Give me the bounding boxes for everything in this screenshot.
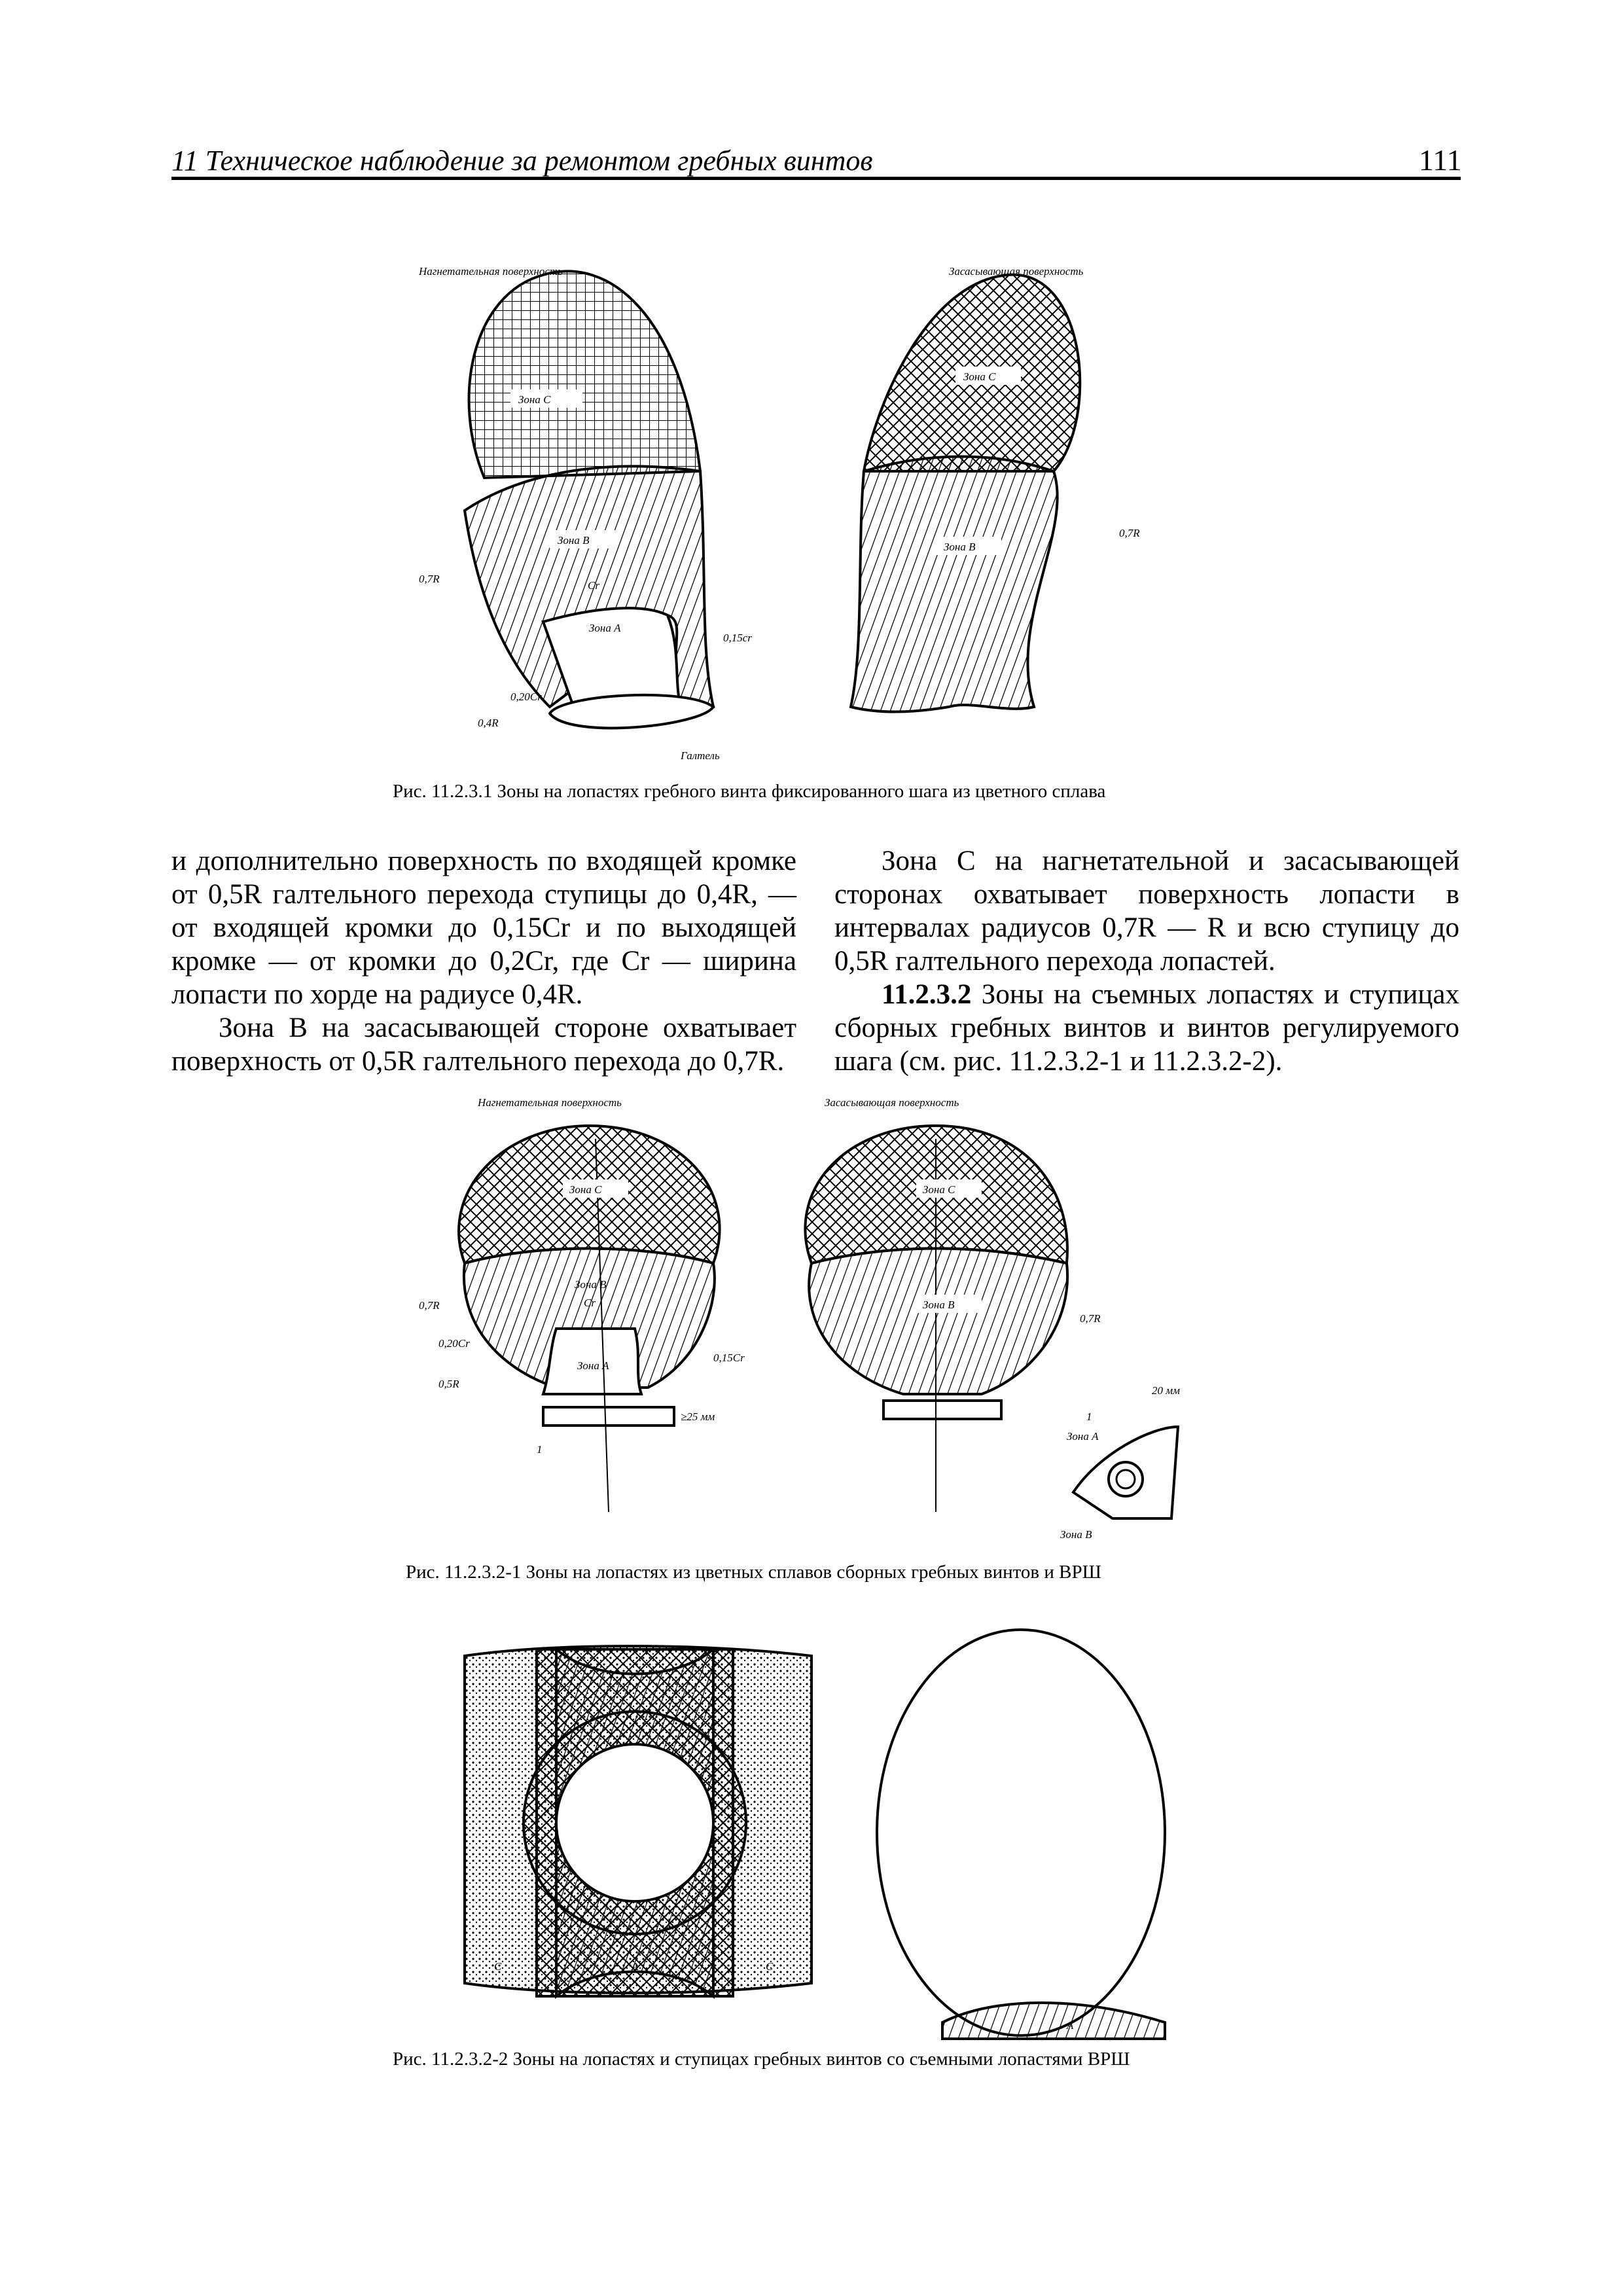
fig2-detail-1-label: 1 bbox=[1086, 1410, 1092, 1423]
fig3-c-left-label: С bbox=[494, 1960, 502, 1973]
fig2-detail-zone-b-label: Зона В bbox=[1060, 1528, 1092, 1541]
fig1-c020-label: 0,20Cr bbox=[510, 691, 542, 703]
fig2-zone-a-label: Зона А bbox=[577, 1359, 609, 1372]
fig1-pressure-label: Нагнетательная поверхность bbox=[419, 265, 563, 278]
fig2-right-zone-c-label: Зона С bbox=[923, 1183, 955, 1196]
fig1-r07-label: 0,7R bbox=[419, 573, 440, 585]
right-paragraph-1: Зона C на нагнетательной и засасывающей сторонах охватывает поверхность лопасти в интервалах радиусов 0,7R — R и всю ступицу до 0,5R галтельного перехода лопастей. bbox=[834, 846, 1459, 977]
fig2-right-zone-b-label: Зона В bbox=[923, 1299, 955, 1311]
fig2-pressure-label: Нагнетательная поверхность bbox=[478, 1096, 622, 1109]
figure-3-caption: Рис. 11.2.3.2-2 Зоны на лопастях и ступицах гребных винтов со съемными лопастями ВРШ bbox=[393, 2049, 1130, 2070]
fig2-1-label: 1 bbox=[537, 1443, 543, 1456]
fig3-right-a-label: А bbox=[1067, 2019, 1074, 2032]
fig3-a-label: А bbox=[632, 1960, 639, 1973]
fig2-right-r07-label: 0,7R bbox=[1080, 1312, 1101, 1325]
fig1-zone-c-label: Зона С bbox=[518, 393, 551, 406]
left-paragraph-2: Зона B на засасывающей стороне охватывает поверхность от 0,5R галтельного перехода до 0,7R. bbox=[171, 1013, 796, 1077]
fig1-right-r07-label: 0,7R bbox=[1119, 527, 1140, 539]
fig1-zone-a-label: Зона А bbox=[589, 622, 621, 634]
fig2-zone-b-label: Зона В bbox=[575, 1278, 607, 1291]
section-number: 11.2.3.2 bbox=[882, 979, 972, 1010]
fig2-cr-label: Cr bbox=[584, 1297, 596, 1309]
figure-1-diagram bbox=[393, 255, 1257, 766]
fig2-20mm-label: 20 мм bbox=[1152, 1384, 1180, 1397]
fig2-r05-label: 0,5R bbox=[438, 1378, 459, 1390]
fig2-25mm-label: ≥25 мм bbox=[681, 1410, 715, 1423]
fig2-zone-c-label: Зона С bbox=[569, 1183, 602, 1196]
fig1-fillet-label: Галтель bbox=[681, 749, 720, 762]
page-number: 111 bbox=[1419, 143, 1462, 177]
left-paragraph-1: и дополнительно поверхность по входящей кромке от 0,5R галтельного перехода ступицы до 0,4R, — от входящей кромки до 0,15Cr и по выходящей кромке — от кромки до 0,2Cr, где Cr — ширина лопасти по хорде на радиусе 0,4R. bbox=[171, 846, 796, 1010]
right-paragraph-2: Зоны на съемных лопастях и ступицах сборных гребных винтов и винтов регулируемого шага (см. рис. 11.2.3.2-1 и 11.2.3.2-2). bbox=[834, 979, 1459, 1077]
fig2-detail-zone-a-label: Зона А bbox=[1067, 1430, 1099, 1443]
fig3-c-right-label: С bbox=[766, 1960, 774, 1973]
header-rule bbox=[171, 177, 1461, 180]
fig1-cr-label: Cr bbox=[588, 579, 599, 592]
fig2-r07-label: 0,7R bbox=[419, 1299, 440, 1312]
fig2-c015-label: 0,15Cr bbox=[713, 1352, 745, 1364]
figure-2-diagram bbox=[406, 1086, 1217, 1545]
figure-1-caption: Рис. 11.2.3.1 Зоны на лопастях гребного винта фиксированного шага из цветного сплава bbox=[393, 781, 1106, 802]
fig1-right-zone-b-label: Зона В bbox=[944, 541, 976, 553]
fig2-c020-label: 0,20Cr bbox=[438, 1337, 470, 1350]
running-header-title: 11 Техническое наблюдение за ремонтом гребных винтов bbox=[171, 145, 873, 177]
fig1-suction-label: Засасывающая поверхность bbox=[949, 265, 1084, 278]
figure-3-diagram bbox=[458, 1617, 1243, 2075]
text-column-left bbox=[171, 844, 796, 1078]
fig1-c015-label: 0,15cr bbox=[723, 632, 752, 644]
text-column-right bbox=[834, 844, 1459, 1078]
fig2-suction-label: Засасывающая поверхность bbox=[825, 1096, 959, 1109]
fig1-r04-label: 0,4R bbox=[478, 717, 499, 729]
fig1-zone-b-label: Зона В bbox=[558, 534, 590, 547]
fig1-right-zone-c-label: Зона С bbox=[963, 370, 996, 383]
figure-2-caption: Рис. 11.2.3.2-1 Зоны на лопастях из цветных сплавов сборных гребных винтов и ВРШ bbox=[406, 1562, 1101, 1583]
